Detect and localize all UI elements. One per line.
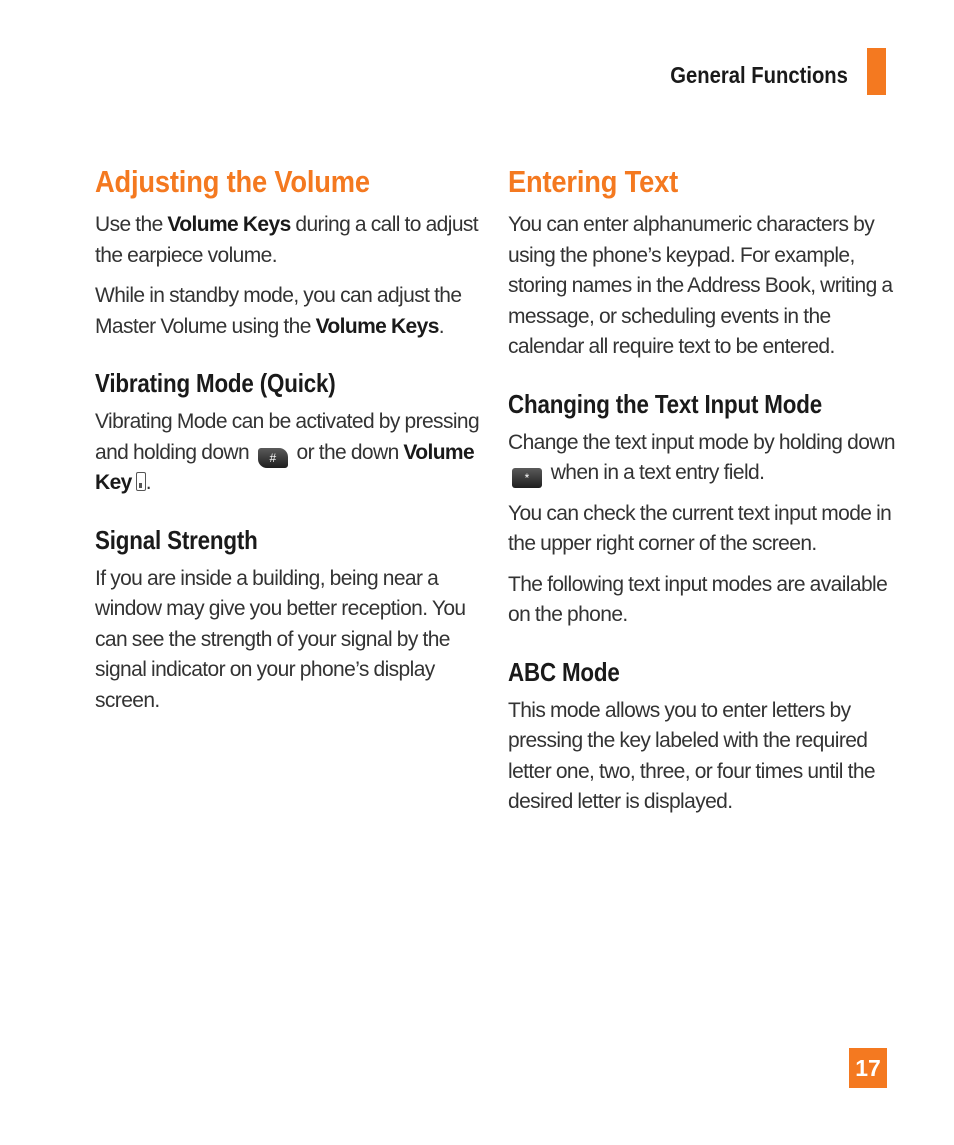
right-column [508, 164, 898, 828]
paragraph-entering-text: You can enter alphanumeric characters by using the phone’s keypad. For example, storing names in the Address Book, writing a message, or scheduling events in the calendar all require text to be entered. [508, 213, 893, 358]
heading-entering-text: Entering Text [508, 164, 679, 199]
paragraph-abc-mode: This mode allows you to enter letters by pressing the key labeled with the required letter one, two, three, or four times until the desired letter is displayed. [508, 698, 875, 813]
paragraph-check-input-mode: You can check the current text input mode in the upper right corner of the screen. [508, 501, 892, 555]
left-column [95, 164, 480, 726]
paragraph-change-input-mode: Change the text input mode by holding down * when in a text entry field. [508, 428, 898, 489]
paragraph-signal-strength: If you are inside a building, being near a window may give you better reception. You can see the strength of your signal by the signal indicator on your phone’s display screen. [95, 566, 466, 712]
heading-adjusting-volume: Adjusting the Volume [95, 164, 370, 199]
heading-changing-input-mode: Changing the Text Input Mode [508, 388, 822, 419]
paragraph-vibrating-mode: Vibrating Mode can be activated by pressing and holding down # or the down Volume Key . [95, 410, 480, 494]
section-marker-bar [867, 48, 886, 95]
volume-side-key-icon [136, 472, 146, 491]
paragraph-available-modes: The following text input modes are available on the phone. [508, 572, 888, 626]
star-key-icon: * [512, 468, 542, 488]
heading-vibrating-mode: Vibrating Mode (Quick) [95, 368, 336, 398]
section-title: General Functions [670, 62, 848, 88]
pound-key-icon: # [258, 448, 288, 468]
page-number: 17 [849, 1048, 887, 1088]
heading-signal-strength: Signal Strength [95, 524, 258, 555]
paragraph-volume-standby: While in standby mode, you can adjust the Master Volume using the Volume Keys. [95, 284, 462, 338]
paragraph-volume-call: Use the Volume Keys during a call to adjust the earpiece volume. [95, 213, 479, 267]
heading-abc-mode: ABC Mode [508, 656, 620, 687]
